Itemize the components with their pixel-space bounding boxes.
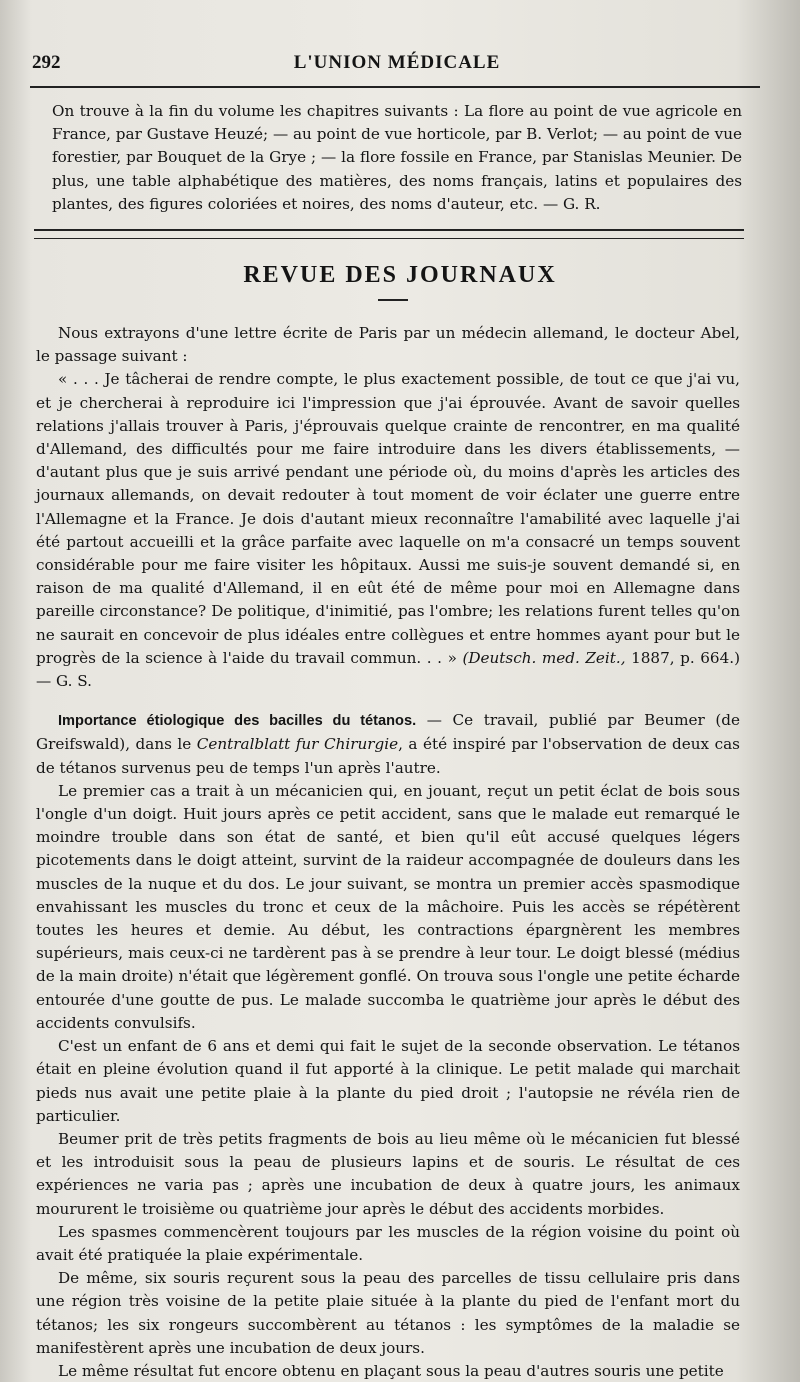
article2-title: Importance étiologique des bacilles du tétanos. bbox=[58, 713, 417, 730]
quote-text: « . . . Je tâcherai de rendre compte, le plus exactement possible, de tout ce que j'ai vu, et je chercherai à reproduire ici l'impression que j'ai éprouvée. Avant de savoir quelles relations j'allais trouver à Paris, j'éprouvais quelque crainte de rencontrer, en ma qualité d'Allemand, des difficultés pour me faire introduire dans les divers établissements, — d'autant plus que je suis arrivé pendant une période où, du moins d'après les articles des journaux allemands, on devait redouter à tout moment de voir éclater une guerre entre l'Allemagne et la France. Je dois d'autant mieux reconnaître l'amabilité avec laquelle j'ai été partout accueilli et la grâce parfaite avec laquelle on m'a consacré un temps souvent considérable pour me faire visiter les hôpitaux. Aussi me suis-je souvent demandé si, en raison de ma qualité d'Allemand, il en eût été de même pour moi en Allemagne dans pareille circonstance? De politique, d'inimitié, pas l'ombre; les relations furent telles qu'on ne saurait en concevoir de plus idéales entre collègues et entre hommes ayant pour but le progrès de la science à l'aide du travail commun. . . » bbox=[36, 370, 740, 667]
article2-intro-b: , a été inspiré par l'observation de deux cas de tétanos survenus peu de temps l'un après l'autre. bbox=[36, 735, 740, 777]
section-title: REVUE DES JOURNAUX bbox=[243, 262, 557, 288]
running-head bbox=[28, 50, 766, 76]
quote-citation-rest: 1887, p. 664.) — G. S. bbox=[36, 648, 740, 691]
intro-paragraph: On trouve à la fin du volume les chapitres suivants : La flore au point de vue agricole en France, par Gustave Heuzé; — au point de vue horticole, par B. Verlot; — au point de vue forestier, par Bouquet de la Grye ; — la flore fossile en France, par Stanislas Meunier. De plus, une table alphabétique des matières, des noms français, latins et populaires des plantes, des figures coloriées et noires, des noms d'auteur, etc. — G. R. bbox=[52, 102, 742, 213]
quote-citation-journal: (Deutsch. med. Zeit., bbox=[462, 648, 626, 667]
page-number: 292 bbox=[32, 52, 61, 73]
section-divider bbox=[34, 229, 744, 239]
article2-intro-a: — Ce travail, publié par Beumer (de Greifswald), dans le bbox=[36, 711, 740, 754]
intro-block bbox=[52, 100, 742, 216]
article2-paragraph: C'est un enfant de 6 ans et demi qui fait le sujet de la seconde observation. Le tétanos était en pleine évolution quand il fut apporté à la clinique. Le petit malade qui marchait pieds nus avait une petite plaie à la plante du pied droit ; l'autopsie ne révéla rien de particulier. bbox=[36, 1037, 740, 1125]
article1-quote bbox=[36, 368, 740, 693]
article2-paragraph: Beumer prit de très petits fragments de bois au lieu même où le mécanicien fut blessé et les introduisit sous la peau de plusieurs lapins et de souris. Le résultat de ces expériences ne varia pas ; après une incubation de deux à quatre jours, les animaux moururent le troisième ou quatrième jour après le début des accidents morbides. bbox=[36, 1129, 740, 1218]
title-underline bbox=[378, 299, 408, 301]
article1-intro: Nous extrayons d'une lettre écrite de Paris par un médecin allemand, le docteur Abel, le passage suivant : bbox=[36, 324, 740, 366]
article2-paragraph: De même, six souris reçurent sous la peau des parcelles de tissu cellulaire pris dans une région très voisine de la petite plaie située à la plante du pied de l'enfant mort du tétanos; les six rongeurs succombèrent au tétanos : les symptômes de la maladie se manifestèrent après une incubation de deux jours. bbox=[36, 1269, 740, 1357]
article2-paragraph: Les spasmes commencèrent toujours par les muscles de la région voisine du point où avait été pratiquée la plaie expérimentale. bbox=[36, 1222, 740, 1264]
article2-lead bbox=[36, 709, 740, 780]
article2-paragraph: Le même résultat fut encore obtenu en plaçant sous la peau d'autres souris une petite bbox=[58, 1361, 724, 1380]
journal-title: L'UNION MÉDICALE bbox=[293, 52, 501, 73]
article2-paragraph: Le premier cas a trait à un mécanicien qui, en jouant, reçut un petit éclat de bois sous l'ongle d'un doigt. Huit jours après ce petit accident, sans que le malade eut remarqué le moindre trouble dans son état de santé, et bien qu'il eût accusé quelques légers picotements dans le doigt atteint, survint de la raideur accompagnée de douleurs dans les muscles de la nuque et du dos. Le jour suivant, se montra un premier accès spasmodique envahissant les muscles du tronc et ceux de la mâchoire. Puis les accès se répétèrent toutes les heures et demie. Au début, les contractions épargnèrent les membres supérieurs, mais ceux-ci ne tardèrent pas à se prendre à leur tour. Le doigt blessé (médius de la main droite) n'était que légèrement gonflé. On trouva sous l'ongle une petite écharde entourée d'une goutte de pus. Le malade succomba le quatrième jour après le début des accidents convulsifs. bbox=[36, 781, 740, 1032]
main-text bbox=[36, 322, 740, 1382]
header-rule bbox=[30, 86, 760, 88]
article2-journal: Centralblatt fur Chirurgie bbox=[196, 735, 399, 754]
spacer bbox=[36, 693, 740, 709]
